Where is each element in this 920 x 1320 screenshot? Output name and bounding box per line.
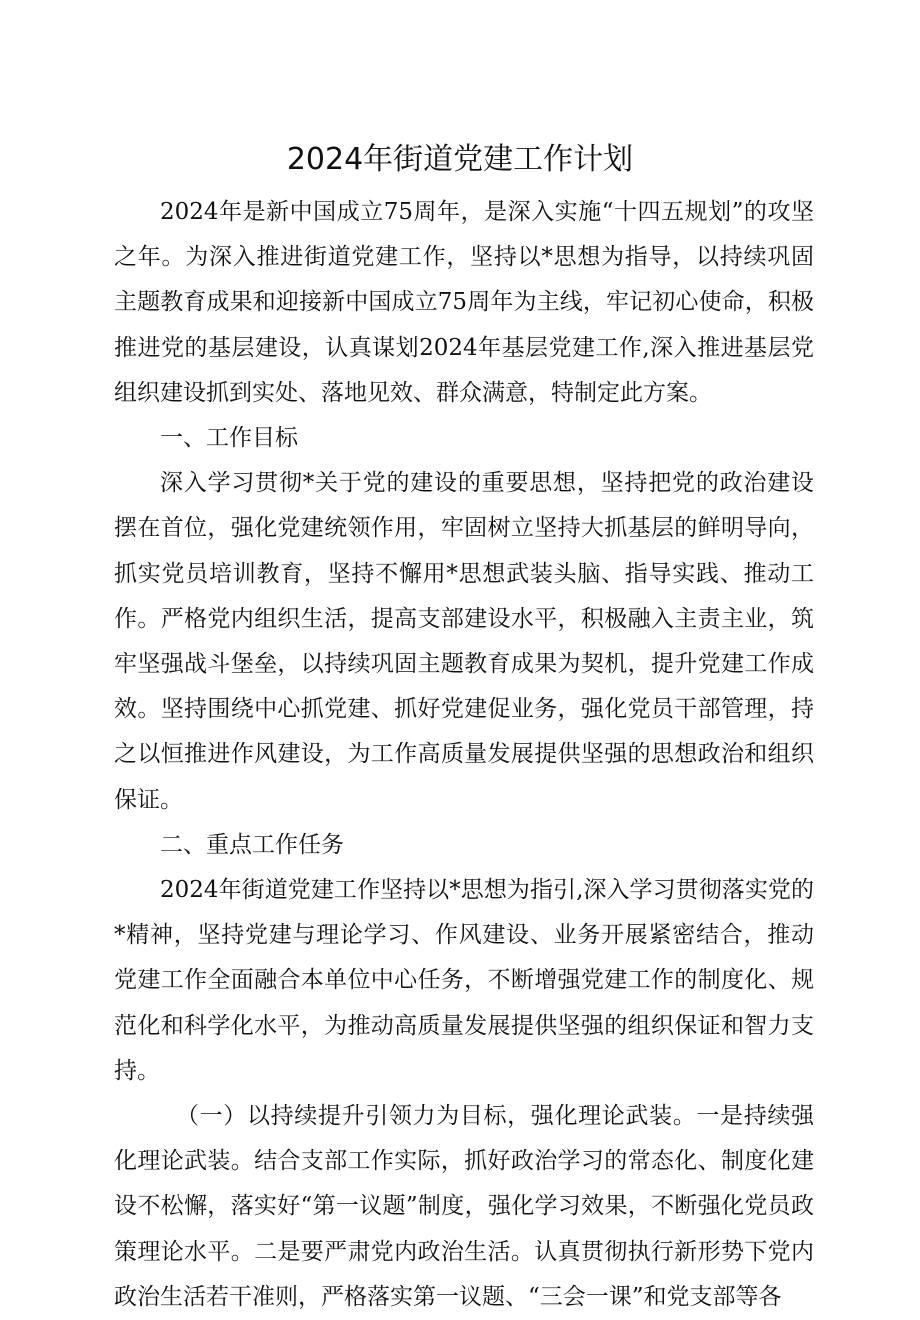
document-body [114,190,814,1320]
task-one-paragraph: （一）以持续提升引领力为目标，强化理论武装。一是持续强化理论武装。结合支部工作实际，抓好政治学习的常态化、制度化建设不松懈，落实好“第一议题”制度，强化学习效果，不断强化党员政策理论水平。二是要严肃党内政治生活。认真贯彻执行新形势下党内政治生活若干准则，严格落实第一议题、“三会一课”和党支部等各 [114,1103,814,1310]
tasks-intro-paragraph: 2024年街道党建工作坚持以*思想为指引,深入学习贯彻落实党的*精神，坚持党建与理论学习、作风建设、业务开展紧密结合，推动党建工作全面融合本单位中心任务，不断增强党建工作的制度化、规范化和科学化水平，为推动高质量发展提供坚强的组织保证和智力支持。 [114,877,814,1084]
intro-paragraph: 2024年是新中国成立75周年，是深入实施“十四五规划”的攻坚之年。为深入推进街道党建工作，坚持以*思想为指导，以持续巩固主题教育成果和迎接新中国成立75周年为主线，牢记初心使命，积极推进党的基层建设，认真谋划2024年基层党建工作,深入推进基层党组织建设抓到实处、落地见效、群众满意，特制定此方案。 [114,199,814,406]
section-heading-goals: 一、工作目标 [160,425,298,452]
section-heading-tasks: 二、重点工作任务 [160,831,344,858]
goals-paragraph: 深入学习贯彻*关于党的建设的重要思想，坚持把党的政治建设摆在首位，强化党建统领作用，牢固树立坚持大抓基层的鲜明导向，抓实党员培训教育，坚持不懈用*思想武装头脑、指导实践、推动工作。严格党内组织生活，提高支部建设水平，积极融入主责主业，筑牢坚强战斗堡垒，以持续巩固主题教育成果为契机，提升党建工作成效。坚持围绕中心抓党建、抓好党建促业务，强化党员干部管理，持之以恒推进作风建设，为工作高质量发展提供坚强的思想政治和组织保证。 [114,470,814,813]
document-title: 2024年街道党建工作计划 [286,142,634,177]
